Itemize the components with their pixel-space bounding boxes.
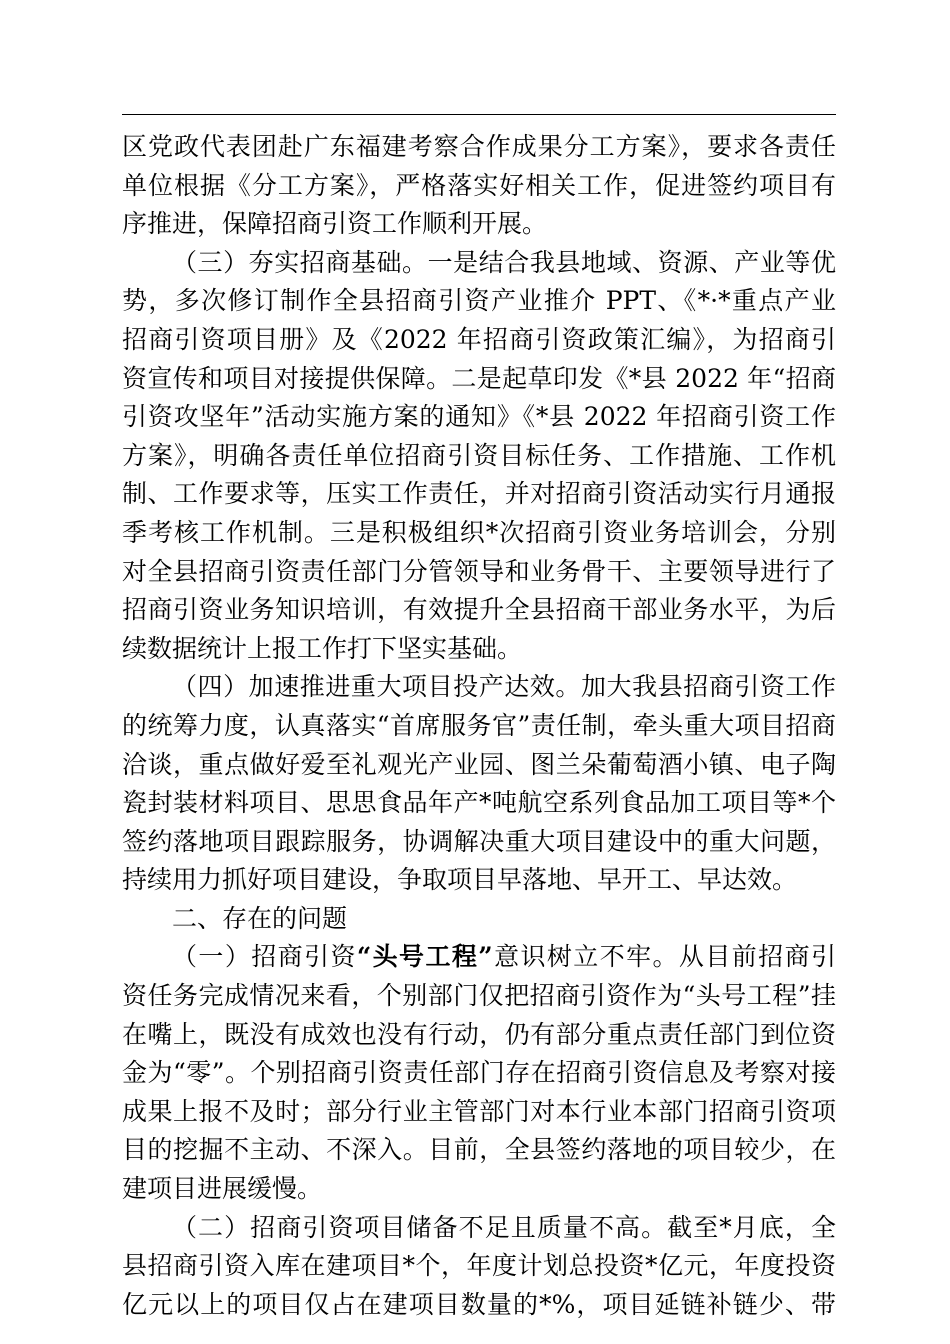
text-segment: （一）招商引资 [172, 942, 357, 972]
text-line: 签约落地项目跟踪服务，协调解决重大项目建设中的重大问题， [122, 826, 836, 856]
text-line: 建项目进展缓慢。 [122, 1174, 323, 1204]
text-line: 对全县招商引资责任部门分管领导和业务骨干、主要领导进行了 [122, 556, 836, 586]
bold-phrase: “头号工程” [356, 942, 493, 972]
text-line: 势，多次修订制作全县招商引资产业推介 PPT、《*·*重点产业 [122, 286, 836, 316]
text-line: 序推进，保障招商引资工作顺利开展。 [122, 209, 548, 239]
paragraph-start-line: （三）夯实招商基础。一是结合我县地域、资源、产业等优 [172, 247, 836, 277]
text-line: 引资攻坚年”活动实施方案的通知》《*县 2022 年招商引资工作 [122, 402, 836, 432]
paragraph-start-line [122, 938, 836, 977]
text-line: 亿元以上的项目仅占在建项目数量的*%，项目延链补链少、带 [122, 1289, 836, 1319]
text-line: 在嘴上，既没有成效也没有行动，仍有部分重点责任部门到位资 [122, 1019, 836, 1049]
header-rule [122, 114, 836, 115]
text-line: 招商引资业务知识培训，有效提升全县招商干部业务水平，为后 [122, 595, 836, 625]
paragraph-start-line: （四）加速推进重大项目投产达效。加大我县招商引资工作 [172, 672, 836, 702]
text-line: 金为“零”。个别招商引资责任部门存在招商引资信息及考察对接 [122, 1058, 836, 1088]
text-line: 资任务完成情况来看，个别部门仅把招商引资作为“头号工程”挂 [122, 981, 836, 1011]
text-line: 持续用力抓好项目建设，争取项目早落地、早开工、早达效。 [122, 865, 798, 895]
text-line: 季考核工作机制。三是积极组织*次招商引资业务培训会，分别 [122, 517, 836, 547]
text-line: 瓷封装材料项目、思思食品年产*吨航空系列食品加工项目等*个 [122, 788, 836, 818]
text-line: 制、工作要求等，压实工作责任，并对招商引资活动实行月通报 [122, 479, 836, 509]
document-body [122, 128, 836, 1324]
text-line: 区党政代表团赴广东福建考察合作成果分工方案》，要求各责任 [122, 132, 836, 161]
text-line: 洽谈，重点做好爱至礼观光产业园、图兰朵葡萄酒小镇、电子陶 [122, 749, 836, 779]
text-line: 资宣传和项目对接提供保障。二是起草印发《*县 2022 年“招商 [122, 363, 836, 393]
text-line: 方案》，明确各责任单位招商引资目标任务、工作措施、工作机 [122, 440, 836, 470]
text-line: 招商引资项目册》及《2022 年招商引资政策汇编》，为招商引 [122, 324, 836, 354]
text-segment: 意识树立不牢。从目前招商引 [492, 942, 836, 972]
text-line: 续数据统计上报工作打下坚实基础。 [122, 633, 523, 663]
text-line: 单位根据《分工方案》，严格落实好相关工作，促进签约项目有 [122, 170, 836, 200]
paragraph-start-line: （二）招商引资项目储备不足且质量不高。截至*月底，全 [172, 1212, 836, 1242]
text-line: 的统筹力度，认真落实“首席服务官”责任制，牵头重大项目招商 [122, 710, 836, 740]
text-line: 成果上报不及时；部分行业主管部门对本行业本部门招商引资项 [122, 1096, 836, 1126]
text-line: 目的挖掘不主动、不深入。目前，全县签约落地的项目较少，在 [122, 1135, 836, 1165]
text-line: 县招商引资入库在建项目*个，年度计划总投资*亿元，年度投资 [122, 1251, 836, 1281]
section-heading: 二、存在的问题 [172, 903, 348, 933]
